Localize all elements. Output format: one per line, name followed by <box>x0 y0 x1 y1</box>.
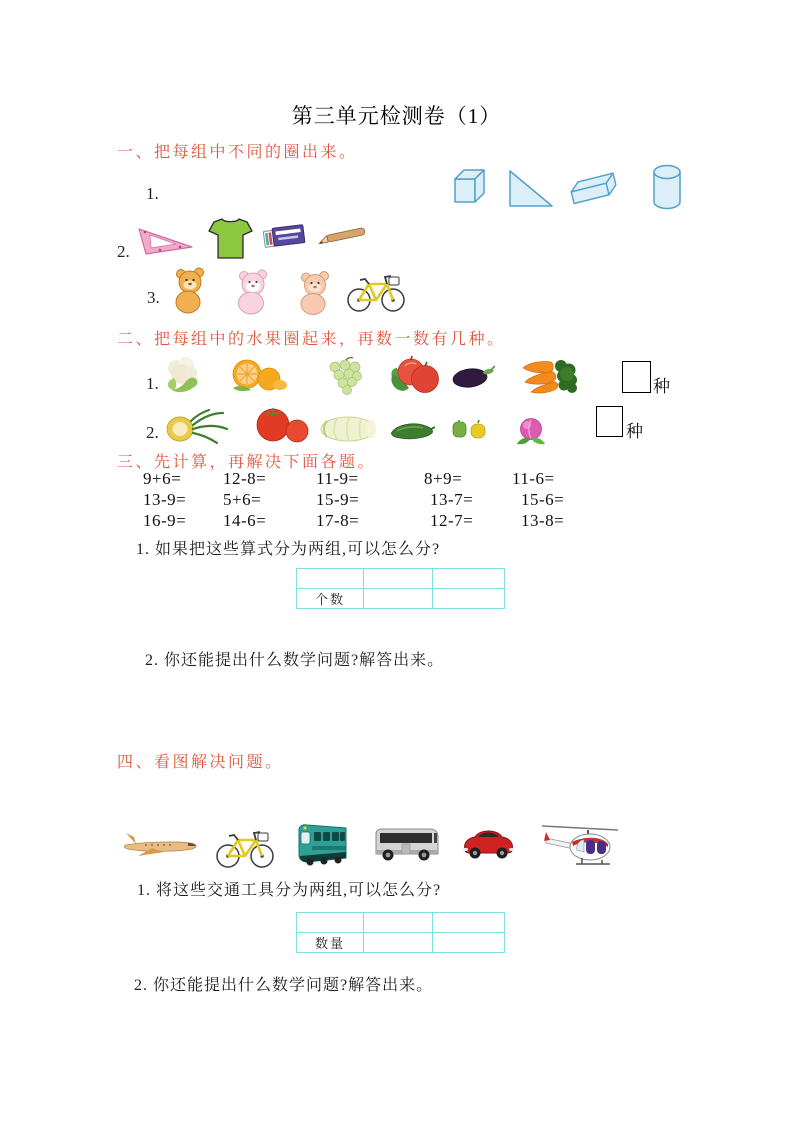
item-number-1-3: 3. <box>147 288 160 307</box>
orange-teddy-bear-icon[interactable] <box>171 266 209 314</box>
apples-icon[interactable] <box>387 354 439 396</box>
unit-label-1: 种 <box>653 377 670 396</box>
page-title: 第三单元检测卷（1） <box>291 104 502 128</box>
train-icon[interactable] <box>294 820 350 868</box>
tomatoes-icon[interactable] <box>251 405 311 445</box>
equation-cell: 13-7= <box>430 490 474 509</box>
equation-cell: 5+6= <box>223 490 262 509</box>
equation-cell: 15-6= <box>521 490 565 509</box>
pencil-icon[interactable] <box>316 222 370 249</box>
table-cell-quantity-b[interactable] <box>364 933 433 953</box>
table-cell-group-b[interactable] <box>364 569 433 589</box>
bicycle-icon[interactable] <box>345 270 407 314</box>
equation-cell: 14-6= <box>223 511 267 530</box>
answer-box-kinds-2[interactable] <box>596 406 623 437</box>
section-three-question-1: 1. 如果把这些算式分为两组,可以怎么分? <box>136 541 441 558</box>
table-cell-count-c[interactable] <box>433 589 505 609</box>
peach-icon[interactable] <box>516 417 546 445</box>
chinese-cabbage-icon[interactable] <box>319 415 377 443</box>
item-number-1-2: 2. <box>117 242 130 261</box>
car-icon[interactable] <box>461 824 516 862</box>
section-one-heading: 一、把每组中不同的圈出来。 <box>117 144 358 161</box>
answer-box-kinds-1[interactable] <box>622 361 651 393</box>
equation-cell: 16-9= <box>143 511 187 530</box>
section-four-question-1: 1. 将这些交通工具分为两组,可以怎么分? <box>137 882 442 899</box>
equation-cell: 13-9= <box>143 490 187 509</box>
grapes-icon[interactable] <box>325 355 365 395</box>
set-square-ruler-icon[interactable] <box>136 219 196 258</box>
t-shirt-icon[interactable] <box>207 216 254 260</box>
carrots-icon[interactable] <box>521 354 577 396</box>
unit-label-2: 种 <box>626 422 643 441</box>
peach-teddy-bear-icon[interactable] <box>296 270 334 315</box>
table-row-label-counts: 个数 <box>297 589 364 609</box>
eggplant-icon[interactable] <box>451 364 495 390</box>
table-cell-group-c[interactable] <box>433 569 505 589</box>
section-four-heading: 四、看图解决问题。 <box>117 754 284 771</box>
airplane-icon[interactable] <box>122 831 200 861</box>
oranges-icon[interactable] <box>227 357 289 395</box>
cucumber-icon[interactable] <box>389 419 435 441</box>
bicycle-vehicle-icon[interactable] <box>214 824 276 872</box>
cylinder-icon[interactable] <box>648 163 686 211</box>
equation-cell: 12-8= <box>223 469 267 488</box>
item-number-1-1: 1. <box>146 184 159 203</box>
section-three-heading: 三、先计算，再解决下面各题。 <box>117 454 377 471</box>
grouping-table-counts <box>296 568 505 609</box>
section-two-heading: 二、把每组中的水果圈起来，再数一数有几种。 <box>117 331 506 348</box>
equation-cell: 12-7= <box>430 511 474 530</box>
crayon-box-icon[interactable] <box>262 222 306 251</box>
table-cell-group-a[interactable] <box>297 569 364 589</box>
equation-cell: 13-8= <box>521 511 565 530</box>
pink-teddy-bear-icon[interactable] <box>233 268 273 315</box>
cube-icon[interactable] <box>450 165 490 209</box>
cuboid-icon[interactable] <box>563 166 627 210</box>
equation-cell: 11-6= <box>512 469 555 488</box>
item-number-2-2: 2. <box>146 423 159 442</box>
table-cell-quantity-c[interactable] <box>433 933 505 953</box>
right-triangle-icon[interactable] <box>504 168 556 210</box>
pineapple-icon[interactable] <box>165 407 231 445</box>
bell-peppers-icon[interactable] <box>452 417 488 441</box>
equation-cell: 15-9= <box>316 490 360 509</box>
table-cell-group-a[interactable] <box>297 913 364 933</box>
table-cell-group-c[interactable] <box>433 913 505 933</box>
table-cell-group-b[interactable] <box>364 913 433 933</box>
equation-cell: 8+9= <box>424 469 463 488</box>
helicopter-icon[interactable] <box>536 818 624 870</box>
grouping-table-quantity <box>296 912 505 953</box>
item-number-2-1: 1. <box>146 374 159 393</box>
table-cell-count-b[interactable] <box>364 589 433 609</box>
section-three-question-2: 2. 你还能提出什么数学问题?解答出来。 <box>145 652 445 669</box>
equation-cell: 17-8= <box>316 511 360 530</box>
section-four-question-2: 2. 你还能提出什么数学问题?解答出来。 <box>134 977 434 994</box>
cauliflower-icon[interactable] <box>164 354 200 396</box>
equation-cell: 9+6= <box>143 469 182 488</box>
bus-icon[interactable] <box>372 824 440 864</box>
equation-cell: 11-9= <box>316 469 359 488</box>
table-row-label-quantity: 数量 <box>297 933 364 953</box>
